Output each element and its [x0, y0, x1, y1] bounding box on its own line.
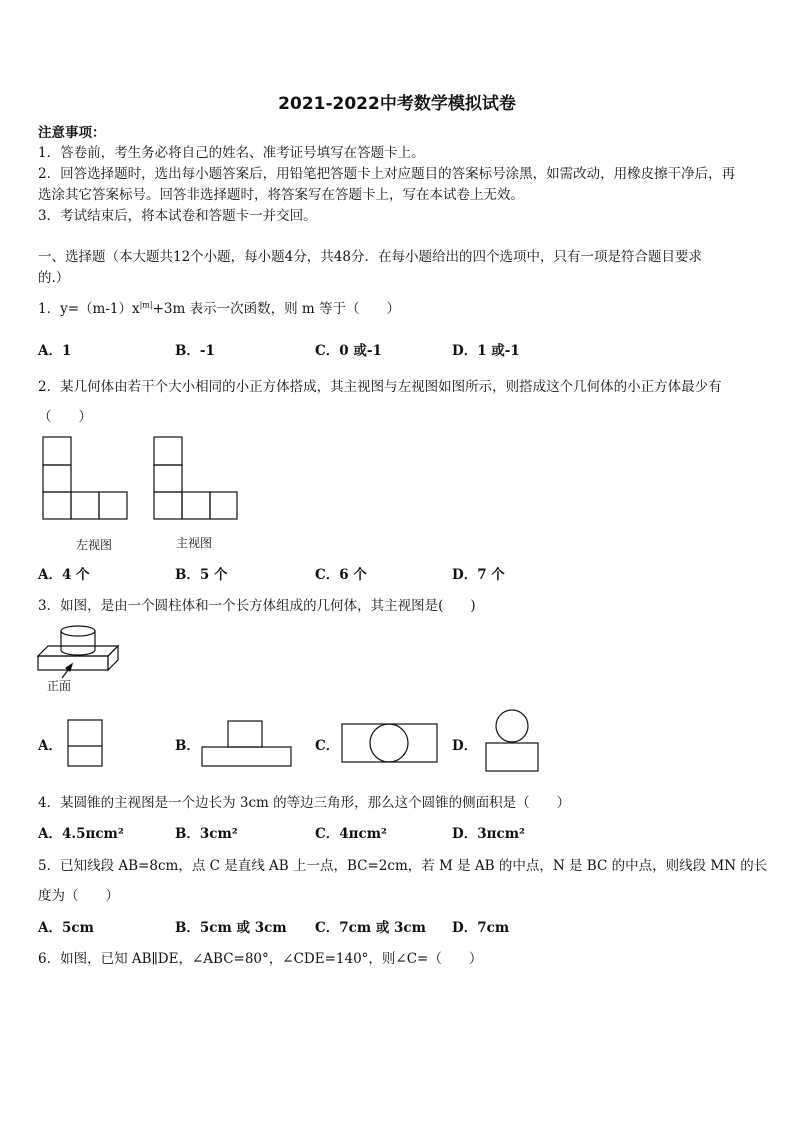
- q1-stem-a: 1．y=（m-1）x: [38, 301, 140, 317]
- notice-item-2-cont: 选涂其它答案标号。回答非选择题时，将答案写在答题卡上，写在本试卷上无效。: [38, 187, 524, 203]
- q6-stem: 6．如图，已知 AB∥DE，∠ABC=80°，∠CDE=140°，则∠C=（ ）: [38, 951, 483, 967]
- q2-stem-cont: （ ）: [38, 409, 92, 425]
- option-d-figure: [486, 710, 538, 771]
- notice-item-1: 1．答卷前，考生务必将自己的姓名、准考证号填写在答题卡上。: [38, 145, 425, 161]
- q5-stem-cont: 度为（ ）: [38, 888, 119, 904]
- q2-option-b[interactable]: B．5 个: [175, 567, 228, 583]
- q2-option-a[interactable]: A．4 个: [38, 567, 90, 583]
- q1-option-c[interactable]: C．0 或-1: [315, 343, 382, 359]
- front-label: 正面: [47, 679, 72, 693]
- q5-option-d[interactable]: D．7cm: [452, 920, 510, 936]
- q3-option-d[interactable]: D．: [452, 738, 478, 754]
- notice-heading: 注意事项：: [38, 125, 106, 141]
- q3-option-a[interactable]: A．: [38, 738, 62, 754]
- q5-option-b[interactable]: B．5cm 或 3cm: [175, 920, 287, 936]
- notice-item-3: 3．考试结束后，将本试卷和答题卡一并交回。: [38, 208, 317, 224]
- option-a-figure: [68, 720, 102, 766]
- q1-exponent: |m|: [139, 300, 153, 310]
- q3-stem: 3．如图，是由一个圆柱体和一个长方体组成的几何体，其主视图是( ): [38, 598, 476, 614]
- q4-stem: 4．某圆锥的主视图是一个边长为 3cm 的等边三角形，那么这个圆锥的侧面积是（ ）: [38, 795, 571, 811]
- section-heading-cont: 的.）: [38, 270, 70, 286]
- page-title: 2021-2022中考数学模拟试卷: [278, 94, 516, 114]
- q4-option-c[interactable]: C．4πcm²: [315, 826, 387, 842]
- q4-option-a[interactable]: A．4.5πcm²: [38, 826, 124, 842]
- q3-option-c[interactable]: C．: [315, 738, 340, 754]
- main-view-label: 主视图: [176, 536, 213, 550]
- option-c-figure: [342, 724, 437, 762]
- q4-option-d[interactable]: D．3πcm²: [452, 826, 525, 842]
- q2-option-c[interactable]: C．6 个: [315, 567, 367, 583]
- notice-item-2: 2．回答选择题时，选出每小题答案后，用铅笔把答题卡上对应题目的答案标号涂黑，如需改动，用橡皮擦干净后，再: [38, 166, 736, 182]
- q1-option-d[interactable]: D．1 或-1: [452, 343, 520, 359]
- q5-stem: 5．已知线段 AB=8cm，点 C 是直线 AB 上一点，BC=2cm，若 M 是 AB 的中点，N 是 BC 的中点，则线段 MN 的长: [38, 858, 768, 874]
- q2-option-d[interactable]: D．7 个: [452, 567, 505, 583]
- q4-option-b[interactable]: B．3cm²: [175, 826, 238, 842]
- q1-option-a[interactable]: A．1: [38, 343, 72, 359]
- q5-option-c[interactable]: C．7cm 或 3cm: [315, 920, 426, 936]
- q1-option-b[interactable]: B．-1: [175, 343, 215, 359]
- q1-stem-b: +3m 表示一次函数，则 m 等于（ ）: [152, 301, 400, 317]
- section-heading: 一、选择题（本大题共12个小题，每小题4分，共48分．在每小题给出的四个选项中，只有一项是符合题目要求: [38, 249, 702, 265]
- q3-option-b[interactable]: B．: [175, 738, 200, 754]
- q2-stem: 2．某几何体由若干个大小相同的小正方体搭成，其主视图与左视图如图所示，则搭成这个几何体的小正方体最少有: [38, 379, 722, 395]
- left-view-label: 左视图: [76, 538, 113, 552]
- option-b-figure: [202, 721, 291, 766]
- q5-option-a[interactable]: A．5cm: [38, 920, 94, 936]
